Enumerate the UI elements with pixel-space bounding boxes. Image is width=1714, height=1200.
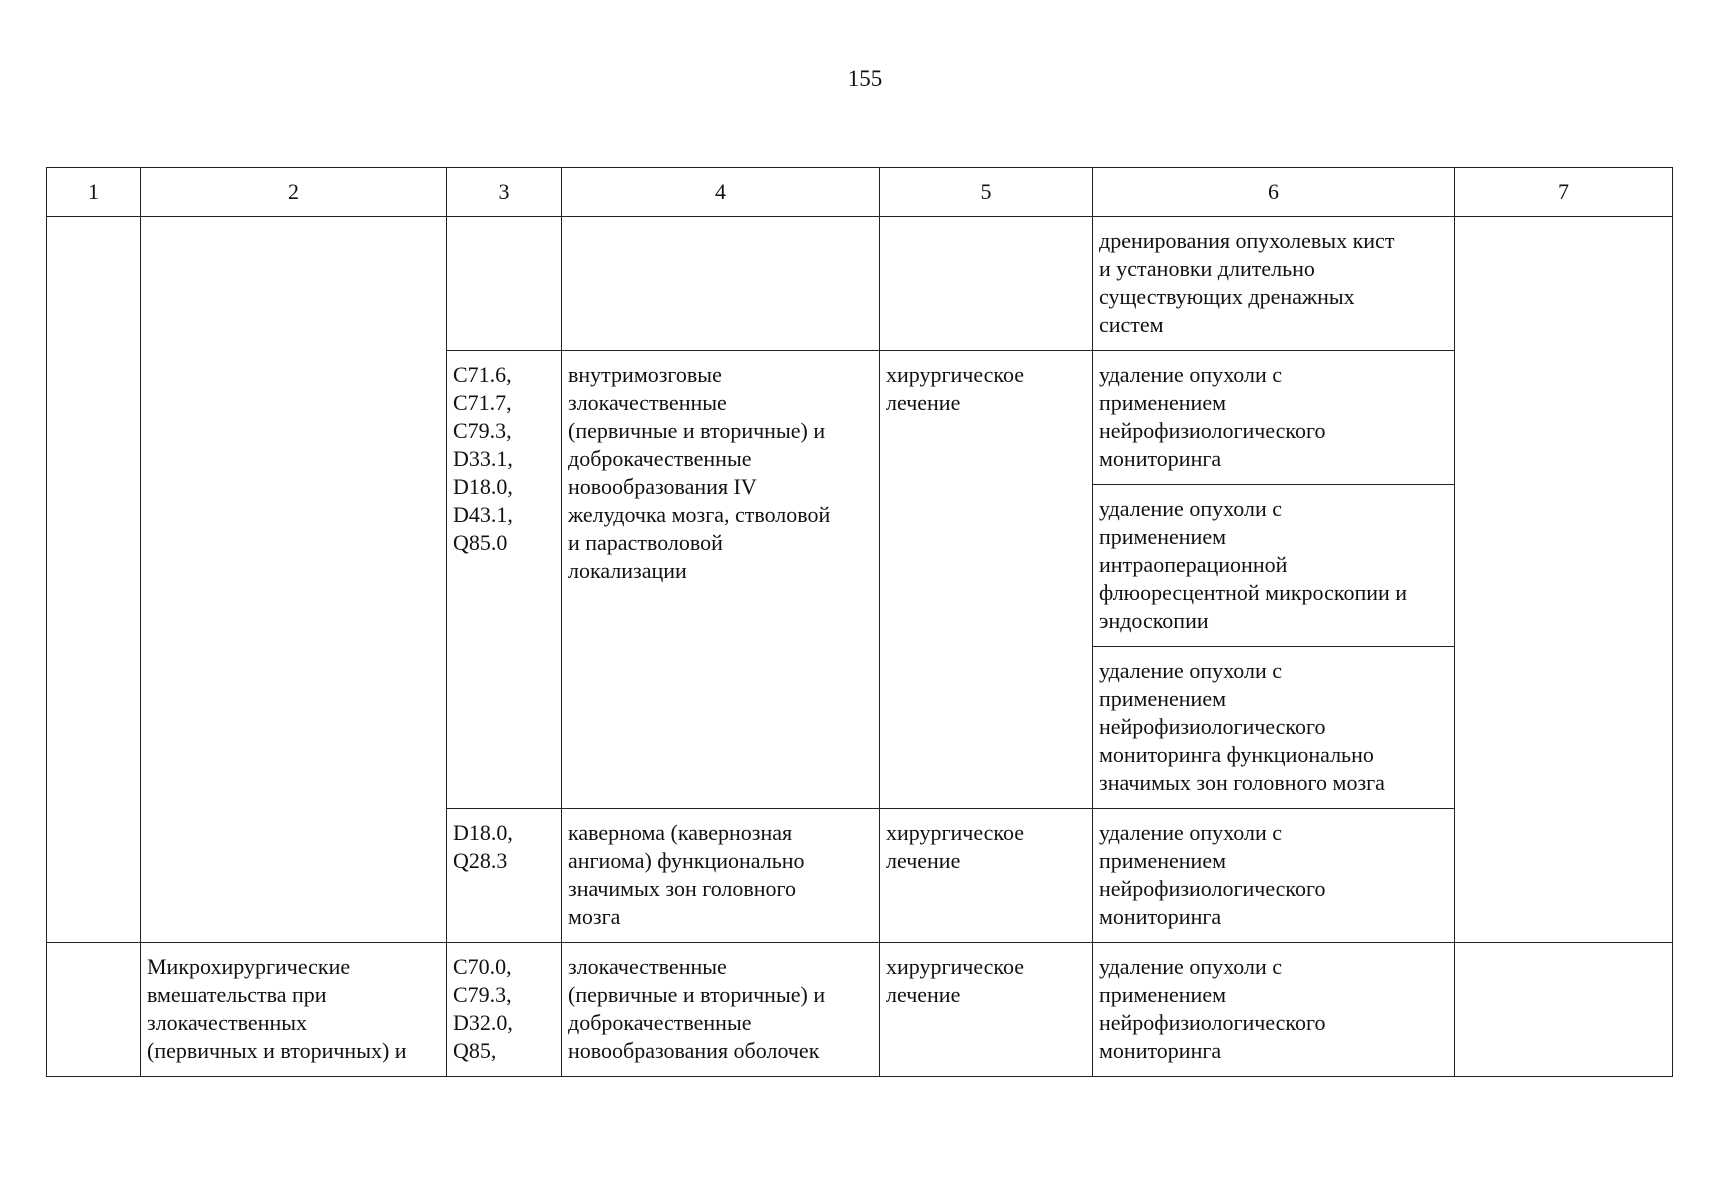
diagnosis-cell xyxy=(562,217,880,351)
codes-text: C71.6, C71.7, C79.3, D33.1, D18.0, D43.1, Q85.0 xyxy=(453,362,513,555)
codes-cell xyxy=(447,943,562,1077)
method-text: удаление опухоли с применением нейрофизиологического мониторинга xyxy=(1099,820,1326,929)
treatment-cell xyxy=(880,351,1093,809)
procedure-name-cell xyxy=(141,217,447,943)
diagnosis-text: кавернома (кавернозная ангиома) функционально значимых зон головного мозга xyxy=(568,820,805,929)
diagnosis-cell xyxy=(562,809,880,943)
column-header-2: 2 xyxy=(141,168,447,217)
codes-cell xyxy=(447,351,562,809)
services-table xyxy=(46,167,1673,1077)
codes-cell xyxy=(447,809,562,943)
diagnosis-cell xyxy=(562,351,880,809)
treatment-text: хирургическое лечение xyxy=(886,954,1025,1007)
diagnosis-text: внутримозговые злокачественные (первичные и вторичные) и доброкачественные новообразования IV желудочка мозга, стволовой и парастволовой локализации xyxy=(568,362,831,583)
diagnosis-text: злокачественные (первичные и вторичные) и доброкачественные новообразования оболочек xyxy=(568,954,826,1063)
method-cell xyxy=(1093,351,1455,485)
column-header-5: 5 xyxy=(880,168,1093,217)
method-text: удаление опухоли с применением нейрофизиологического мониторинга xyxy=(1099,362,1326,471)
method-text: удаление опухоли с применением нейрофизиологического мониторинга функционально значимых зон головного мозга xyxy=(1099,658,1385,795)
column-header-4: 4 xyxy=(562,168,880,217)
column-header-3: 3 xyxy=(447,168,562,217)
codes-text: D18.0, Q28.3 xyxy=(453,820,513,873)
treatment-text: хирургическое лечение xyxy=(886,362,1025,415)
method-cell xyxy=(1093,485,1455,647)
method-cell xyxy=(1093,943,1455,1077)
treatment-text: хирургическое лечение xyxy=(886,820,1025,873)
procedure-name-text: Микрохирургические вмешательства при злокачественных (первичных и вторичных) и xyxy=(147,954,407,1063)
treatment-cell xyxy=(880,943,1093,1077)
procedure-name-cell xyxy=(141,943,447,1077)
number-cell xyxy=(47,943,141,1077)
treatment-cell xyxy=(880,809,1093,943)
codes-cell xyxy=(447,217,562,351)
table-row xyxy=(47,217,1673,351)
method-cell xyxy=(1093,647,1455,809)
diagnosis-cell xyxy=(562,943,880,1077)
column-header-7: 7 xyxy=(1455,168,1673,217)
method-text: дренирования опухолевых кист и установки длительно существующих дренажных систем xyxy=(1099,228,1395,337)
method-text: удаление опухоли с применением интраоперационной флюоресцентной микроскопии и эндоскопии xyxy=(1099,496,1408,633)
method-cell xyxy=(1093,809,1455,943)
table-row xyxy=(47,943,1673,1077)
page-number: 155 xyxy=(847,66,883,91)
price-cell xyxy=(1455,943,1673,1077)
column-header-1: 1 xyxy=(47,168,141,217)
codes-text: C70.0, C79.3, D32.0, Q85, xyxy=(453,954,513,1063)
number-cell xyxy=(47,217,141,943)
treatment-cell xyxy=(880,217,1093,351)
column-number-row xyxy=(47,168,1673,217)
column-header-6: 6 xyxy=(1093,168,1455,217)
method-text: удаление опухоли с применением нейрофизиологического мониторинга xyxy=(1099,954,1326,1063)
price-cell xyxy=(1455,217,1673,943)
method-cell xyxy=(1093,217,1455,351)
